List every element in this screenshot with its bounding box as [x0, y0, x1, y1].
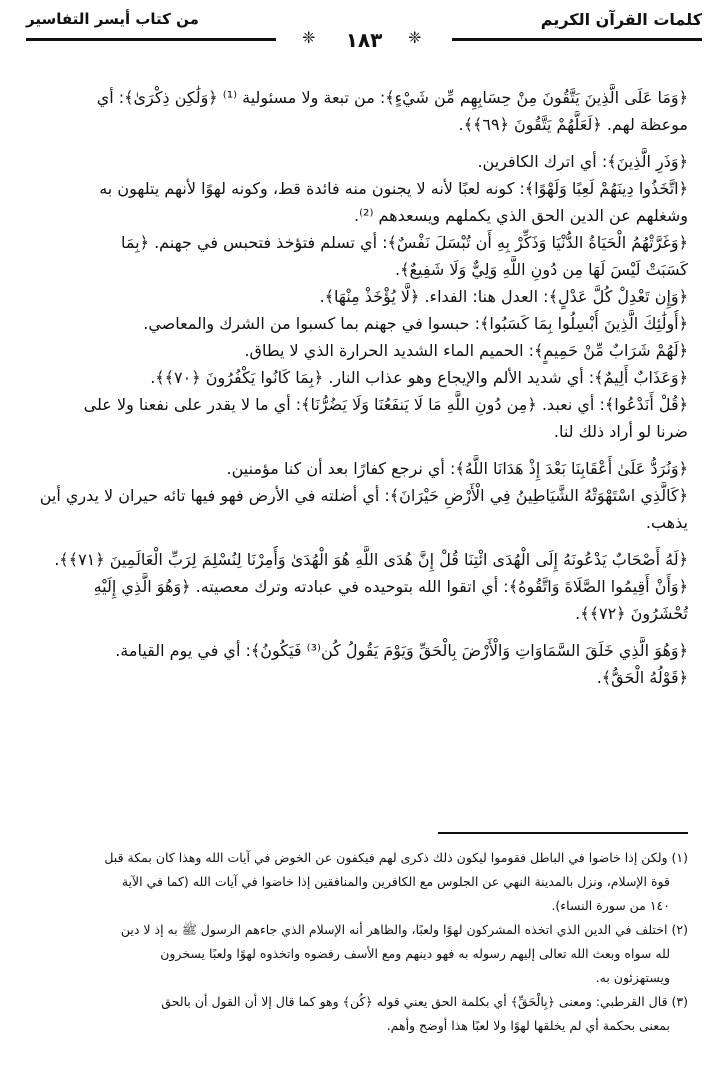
footnote-line: (٣) قال القرطبي: ومعنى ﴿بِالْحَقِّ﴾ أي بكلمة الحق يعني قوله ﴿كُن﴾ وهو كما قال إلا أن القول أن بالحق — [161, 994, 688, 1009]
text-line: ﴿وَمَا عَلَى الَّذِينَ يَتَّقُونَ مِنْ حِسَابِهِم مِّن شَيْءٍ﴾: من تبعة ولا مسئولية ⁽¹⁾ ﴿وَلَٰكِن ذِكْرَىٰ﴾: أي — [96, 88, 688, 107]
text-line: ﴿اتَّخَذُوا دِينَهُمْ لَعِبًا وَلَهْوًا﴾: كونه لعبًا لأنه لا يجنون منه فائدة قط، وكونه لهوًا لأنهم يتلهون به — [99, 179, 688, 198]
footnote-line: (٢) اختلف في الدين الذي اتخذه المشركون لهوًا ولعبًا، والظاهر أنه الإسلام الذي جاءهم الرسول ﷺ به إذ لا دين — [120, 922, 688, 937]
text-line: كَسَبَتْ لَيْسَ لَهَا مِن دُونِ اللَّهِ وَلِيٌّ وَلَا شَفِيعٌ﴾. — [395, 260, 688, 279]
text-line: ﴿وَأَنْ أَقِيمُوا الصَّلَاةَ وَاتَّقُوهُ﴾: أي اتقوا الله بتوحيده في عبادته وترك معصيته. ﴿وَهُوَ الَّذِي إِلَيْهِ — [93, 577, 688, 596]
text-line: ﴿أُولَٰئِكَ الَّذِينَ أُبْسِلُوا بِمَا كَسَبُوا﴾: حبسوا في جهنم بما كسبوا من الشرك والمعاصي. — [143, 314, 688, 333]
text-line: ضرنا لو أراد ذلك لنا. — [553, 422, 688, 441]
footnotes — [40, 846, 688, 1038]
source-title: من كتاب أيسر التفاسير — [26, 10, 199, 28]
book-title: كلمات القرآن الكريم — [540, 10, 702, 29]
text-line: ﴿وَإِن تَعْدِلْ كُلَّ عَدْلٍ﴾: العدل هنا: الفداء. ﴿لَّا يُؤْخَذْ مِنْهَا﴾. — [319, 287, 688, 306]
footnote-line: ويستهزئون به. — [595, 970, 670, 985]
text-line: ﴿لَهُمْ شَرَابٌ مِّنْ حَمِيمٍ﴾: الحميم الماء الشديد الحرارة الذي لا يطاق. — [244, 341, 688, 360]
footnote-line: لله سواه وبعث الله تعالى إليهم رسوله به فهو دينهم ومع الأسف رفضوه واتخذوه لهوًا ولعبًا يسخرون — [160, 946, 670, 961]
text-line: ﴿وَعَذَابٌ أَلِيمٌ﴾: أي شديد الألم والإيجاع وهو عذاب النار. ﴿بِمَا كَانُوا يَكْفُرُونَ ﴿٧٠﴾﴾. — [150, 368, 688, 387]
page-number: ١٨٣ — [345, 28, 383, 52]
text-line: وشغلهم عن الدين الحق الذي يكملهم ويسعدهم ⁽²⁾. — [354, 206, 688, 225]
text-line: ﴿وَهُوَ الَّذِي خَلَقَ السَّمَاوَاتِ وَالْأَرْضَ بِالْحَقِّ وَيَوْمَ يَقُولُ كُن⁽³⁾ فَيَكُونُ﴾: أي في يوم القيامة. — [115, 641, 688, 660]
header-rule-right — [452, 38, 702, 41]
footnote-line: (١) ولكن إذا خاضوا في الباطل فقوموا ليكون ذلك ذكرى لهم فيكفون عن الخوض في آيات الله وهذا كان بمكة قبل — [104, 850, 688, 865]
text-line: ﴿وَذَرِ الَّذِينَ﴾: أي اترك الكافرين. — [477, 152, 688, 171]
text-line: تُحْشَرُونَ ﴿٧٢﴾﴾. — [575, 604, 688, 623]
page-header — [26, 6, 702, 62]
header-rule-left — [26, 38, 276, 41]
text-line: موعظة لهم. ﴿لَعَلَّهُمْ يَتَّقُونَ ﴿٦٩﴾﴾. — [458, 115, 688, 134]
footnote-line: قوة الإسلام، ونزل بالمدينة النهي عن الجلوس مع الكافرين والمنافقين إذا خاضوا في آيات الله (كما في الآية — [121, 874, 670, 889]
text-line: ﴿كَالَّذِي اسْتَهْوَتْهُ الشَّيَاطِينُ فِي الْأَرْضِ حَيْرَانَ﴾: أي أضلته في الأرض فهو فيها تائه حيران لا يدري أين — [40, 486, 688, 505]
ornament-icon: ❈ — [302, 28, 316, 47]
text-line: ﴿قُلْ أَنَدْعُوا﴾: أي نعبد. ﴿مِن دُونِ اللَّهِ مَا لَا يَنفَعُنَا وَلَا يَضُرُّنَا﴾: أي ما لا يقدر على نفعنا ولا على — [83, 395, 688, 414]
text-line: ﴿قَوْلُهُ الْحَقُّ﴾. — [596, 668, 688, 687]
footnote-divider — [438, 832, 688, 834]
ornament-icon: ❈ — [408, 28, 422, 47]
main-text — [40, 84, 688, 691]
text-line: ﴿وَغَرَّتْهُمُ الْحَيَاةُ الدُّنْيَا وَذَكِّرْ بِهِ أَن تُبْسَلَ نَفْسٌ﴾: أي تسلم فتؤخذ فتحبس في جهنم. ﴿بِمَا — [121, 233, 688, 252]
text-line: ﴿لَهُ أَصْحَابٌ يَدْعُونَهُ إِلَى الْهُدَى ائْتِنَا قُلْ إِنَّ هُدَى اللَّهِ هُوَ الْهُدَىٰ وَأُمِرْنَا لِنُسْلِمَ لِرَبِّ الْعَالَمِينَ ﴿٧١﴾﴾. — [54, 550, 688, 569]
footnote-line: ١٤٠ من سورة النساء). — [551, 898, 670, 913]
text-line: ﴿وَنُرَدُّ عَلَىٰ أَعْقَابِنَا بَعْدَ إِذْ هَدَانَا اللَّهُ﴾: أي نرجع كفارًا بعد أن كنا مؤمنين. — [226, 459, 688, 478]
text-line: يذهب. — [645, 513, 688, 532]
footnote-line: بمعنى بحكمة أي لم يخلقها لهوًا ولا لعبًا هذا أوضح وأهم. — [386, 1018, 670, 1033]
